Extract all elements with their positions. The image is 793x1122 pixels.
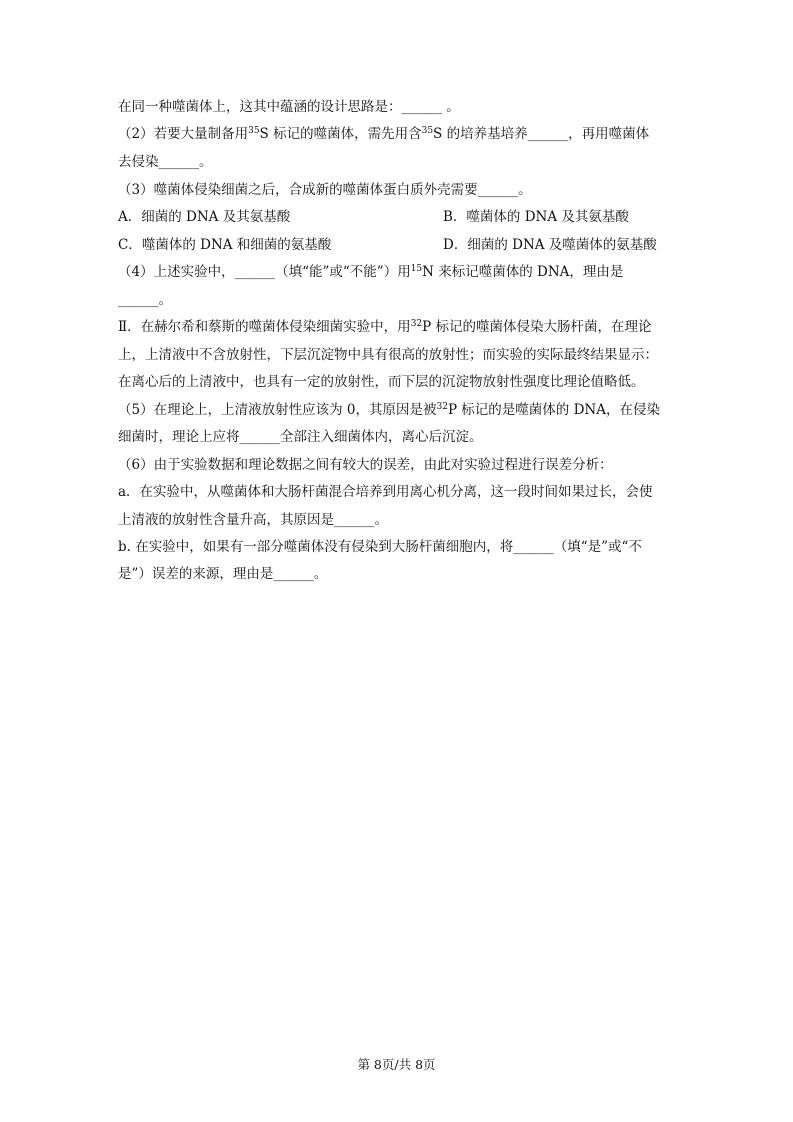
question-2-line <box>118 124 678 146</box>
text-span: 上清液的放射性含量升高，其原因是______。 <box>118 512 388 528</box>
question-6-line <box>118 455 678 475</box>
text-span: a．在实验中，从噬菌体和大肠杆菌混合培养到用离心机分离，这一段时间如果过长，会使 <box>118 484 653 500</box>
text-line <box>118 372 678 392</box>
text-line <box>118 290 678 310</box>
text-span: Ⅱ．在赫尔希和蔡斯的噬菌体侵染细菌实验中，用 <box>118 319 411 335</box>
option-c <box>118 235 331 255</box>
superscript: 32 <box>436 402 448 412</box>
text-span: 上，上清液中不含放射性，下层沉淀物中具有很高的放射性；而实验的实际最终结果显示： <box>118 347 658 363</box>
page-number: 第 8页/共 8页 <box>357 1057 436 1072</box>
text-line <box>118 427 678 447</box>
superscript: 15 <box>410 264 423 274</box>
text-span: 在离心后的上清液中，也具有一定的放射性，而下层的沉淀物放射性强度比理论值略低。 <box>118 374 645 390</box>
text-span: （5）在理论上，上清液放射性应该为 0，其原因是被 <box>118 402 437 418</box>
text-line <box>118 564 678 584</box>
option-text: C．噬菌体的 DNA 和细菌的氨基酸 <box>118 237 332 253</box>
option-a <box>118 207 290 227</box>
text-line <box>118 510 678 530</box>
text-span: （4）上述实验中，______（填“能”或“不能”）用 <box>118 264 411 280</box>
text-span: N 来标记噬菌体的 DNA，理由是 <box>422 264 624 280</box>
text-span: P 标记的是噬菌体的 DNA，在侵染 <box>447 402 660 418</box>
text-span: P 标记的噬菌体侵染大肠杆菌，在理论 <box>422 319 652 335</box>
text-span: 细菌时，理论上应将______全部注入细菌体内，离心后沉淀。 <box>118 429 483 445</box>
text-span: S 的培养基培养______，再用噬菌体 <box>433 126 650 142</box>
option-text: D．细菌的 DNA 及噬菌体的氨基酸 <box>443 237 657 253</box>
text-line <box>118 345 678 365</box>
text-line <box>118 152 678 172</box>
option-text: A．细菌的 DNA 及其氨基酸 <box>118 209 291 225</box>
text-span: （3）噬菌体侵染细菌之后，合成新的噬菌体蛋白质外壳需要______。 <box>118 182 532 198</box>
text-line <box>118 97 678 117</box>
option-b <box>443 207 629 227</box>
question-3-line <box>118 180 678 200</box>
option-text: B．噬菌体的 DNA 及其氨基酸 <box>443 209 629 225</box>
question-5-line <box>118 400 678 422</box>
text-line <box>118 482 678 502</box>
text-span: ______。 <box>118 292 172 308</box>
superscript: 35 <box>248 126 260 136</box>
page-footer <box>0 1056 793 1074</box>
option-d <box>443 235 657 255</box>
text-span: b. 在实验中，如果有一部分噬菌体没有侵染到大肠杆菌细胞内，将______（填“是”或“不 <box>118 539 642 555</box>
text-span: 去侵染______。 <box>118 154 213 170</box>
text-span: （2）若要大量制备用 <box>118 126 249 142</box>
section-2-line <box>118 317 678 339</box>
text-span: S 标记的噬菌体，需先用含 <box>259 126 422 142</box>
text-line <box>118 537 678 557</box>
text-span: （6）由于实验数据和理论数据之间有较大的误差，由此对实验过程进行误差分析： <box>118 457 613 473</box>
question-4-line <box>118 262 678 284</box>
text-span: 是”）误差的来源，理由是______。 <box>118 566 328 582</box>
text-span: 在同一种噬菌体上，这其中蕴涵的设计思路是：______ 。 <box>118 99 460 115</box>
superscript: 32 <box>410 319 423 329</box>
superscript: 35 <box>421 126 434 136</box>
